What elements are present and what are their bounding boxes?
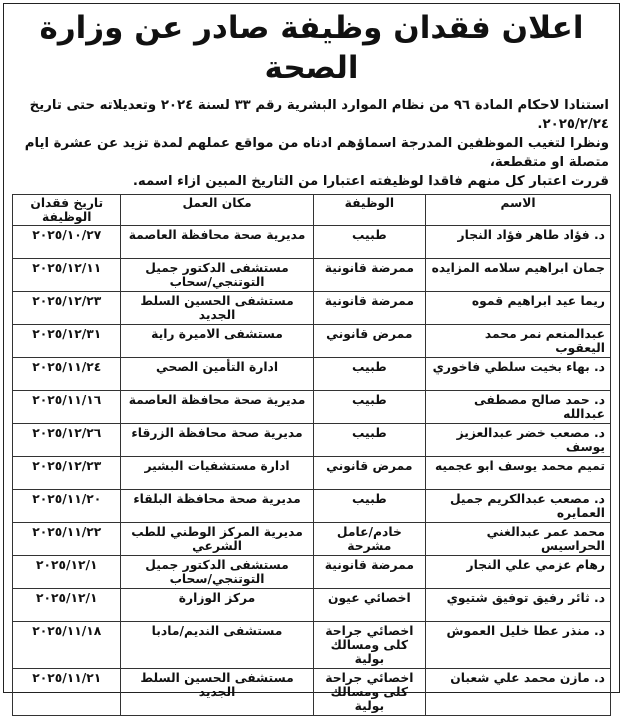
employee-name-cell: محمد عمر عبدالغني الحراسيس: [426, 523, 611, 556]
employee-name-cell: د. منذر عطا خليل العموش: [426, 622, 611, 669]
table-row: [13, 669, 611, 716]
workplace-cell: مديرية صحة محافظة العاصمة: [121, 226, 313, 259]
job-title-cell: طبيب: [313, 490, 426, 523]
loss-date-cell: ٢٠٢٥/١٢/١: [13, 556, 121, 589]
workplace-cell: مستشفى الدكتور جميل التوتنجي/سحاب: [121, 556, 313, 589]
employee-name-cell: رهام عزمي علي النجار: [426, 556, 611, 589]
employee-name-cell: د. ثائر رفيق توفيق شتيوي: [426, 589, 611, 622]
header-job: الوظيفة: [313, 195, 426, 226]
job-title-cell: ممرضة قانونية: [313, 292, 426, 325]
workplace-cell: مديرية صحة محافظة البلقاء: [121, 490, 313, 523]
table-row: [13, 424, 611, 457]
header-loss-date: تاريخ فقدان الوظيفة: [13, 195, 121, 226]
loss-date-cell: ٢٠٢٥/١١/٢٤: [13, 358, 121, 391]
table-row: [13, 622, 611, 669]
table-row: [13, 226, 611, 259]
employee-name-cell: د. مازن محمد علي شعبان: [426, 669, 611, 716]
job-title-cell: ممرضة قانونية: [313, 259, 426, 292]
loss-date-cell: ٢٠٢٥/١١/٢١: [13, 669, 121, 716]
table-row: [13, 457, 611, 490]
employee-name-cell: د. فؤاد طاهر فؤاد النجار: [426, 226, 611, 259]
employee-name-cell: جمان ابراهيم سلامه المزايده: [426, 259, 611, 292]
loss-date-cell: ٢٠٢٥/١١/٢٢: [13, 523, 121, 556]
employee-name-cell: د. بهاء بخيت سلطي فاخوري: [426, 358, 611, 391]
job-title-cell: طبيب: [313, 424, 426, 457]
loss-date-cell: ٢٠٢٥/١١/١٦: [13, 391, 121, 424]
loss-date-cell: ٢٠٢٥/١٠/٢٧: [13, 226, 121, 259]
employee-name-cell: عبدالمنعم نمر محمد اليعقوب: [426, 325, 611, 358]
loss-date-cell: ٢٠٢٥/١٢/٢٦: [13, 424, 121, 457]
employee-name-cell: ريما عيد ابراهيم قموه: [426, 292, 611, 325]
job-title-cell: اخصائي عيون: [313, 589, 426, 622]
workplace-cell: مركز الوزارة: [121, 589, 313, 622]
table-row: [13, 391, 611, 424]
loss-date-cell: ٢٠٢٥/١٢/١: [13, 589, 121, 622]
table-row: [13, 589, 611, 622]
header-name: الاسم: [426, 195, 611, 226]
workplace-cell: مستشفى الدكتور جميل التوتنجي/سحاب: [121, 259, 313, 292]
table-row: [13, 358, 611, 391]
table-row: [13, 523, 611, 556]
table-row: [13, 259, 611, 292]
workplace-cell: مستشفى الحسين السلط الجديد: [121, 669, 313, 716]
workplace-cell: مستشفى الحسين السلط الجديد: [121, 292, 313, 325]
loss-date-cell: ٢٠٢٥/١٢/٣١: [13, 325, 121, 358]
absence-paragraph: ونظرا لتغيب الموظفين المدرجة اسماؤهم ادناه من مواقع عملهم لمدة تزيد عن عشرة ايام متصلة او متقطعة،: [24, 136, 609, 170]
employee-name-cell: تميم محمد يوسف ابو عجميه: [426, 457, 611, 490]
table-row: [13, 325, 611, 358]
loss-date-cell: ٢٠٢٥/١٢/١١: [13, 259, 121, 292]
employee-name-cell: د. مصعب عبدالكريم جميل العمايره: [426, 490, 611, 523]
job-title-cell: ممرض قانوني: [313, 457, 426, 490]
header-workplace: مكان العمل: [121, 195, 313, 226]
loss-date-cell: ٢٠٢٥/١١/١٨: [13, 622, 121, 669]
job-title-cell: اخصائي جراحة كلى ومسالك بولية: [313, 669, 426, 716]
table-body: [13, 226, 611, 716]
table-row: [13, 490, 611, 523]
loss-date-cell: ٢٠٢٥/١٢/٢٣: [13, 457, 121, 490]
decision-paragraph: قررت اعتبار كل منهم فاقدا لوظيفته اعتبارا من التاريخ المبين ازاء اسمه.: [132, 174, 609, 189]
table-header-row: [13, 195, 611, 226]
announcement-title: اعلان فقدان وظيفة صادر عن وزارة الصحة: [39, 10, 584, 86]
workplace-cell: مديرية صحة محافظة الزرقاء: [121, 424, 313, 457]
legal-basis-paragraph: استنادا لاحكام المادة ٩٦ من نظام الموارد البشرية رقم ٣٣ لسنة ٢٠٢٤ وتعديلاته حتى تاريخ ٢٠٢٥/٢/٢٤.: [29, 98, 609, 132]
loss-date-cell: ٢٠٢٥/١١/٢٠: [13, 490, 121, 523]
job-title-cell: خادم/عامل مشرحة: [313, 523, 426, 556]
workplace-cell: مستشفى الاميرة راية: [121, 325, 313, 358]
employee-name-cell: د. حمد صالح مصطفى عبدالله: [426, 391, 611, 424]
workplace-cell: ادارة التأمين الصحي: [121, 358, 313, 391]
employees-table: [12, 194, 611, 716]
job-title-cell: اخصائي جراحة كلى ومسالك بولية: [313, 622, 426, 669]
workplace-cell: مديرية المركز الوطني للطب الشرعي: [121, 523, 313, 556]
job-title-cell: طبيب: [313, 391, 426, 424]
workplace-cell: ادارة مستشفيات البشير: [121, 457, 313, 490]
job-title-cell: طبيب: [313, 358, 426, 391]
announcement-page: [3, 3, 620, 713]
table-row: [13, 556, 611, 589]
table-row: [13, 292, 611, 325]
workplace-cell: مستشفى النديم/مادبا: [121, 622, 313, 669]
loss-date-cell: ٢٠٢٥/١٢/٢٣: [13, 292, 121, 325]
workplace-cell: مديرية صحة محافظة العاصمة: [121, 391, 313, 424]
job-title-cell: طبيب: [313, 226, 426, 259]
job-title-cell: ممرض قانوني: [313, 325, 426, 358]
employee-name-cell: د. مصعب خضر عبدالعزيز يوسف: [426, 424, 611, 457]
job-title-cell: ممرضة قانونية: [313, 556, 426, 589]
